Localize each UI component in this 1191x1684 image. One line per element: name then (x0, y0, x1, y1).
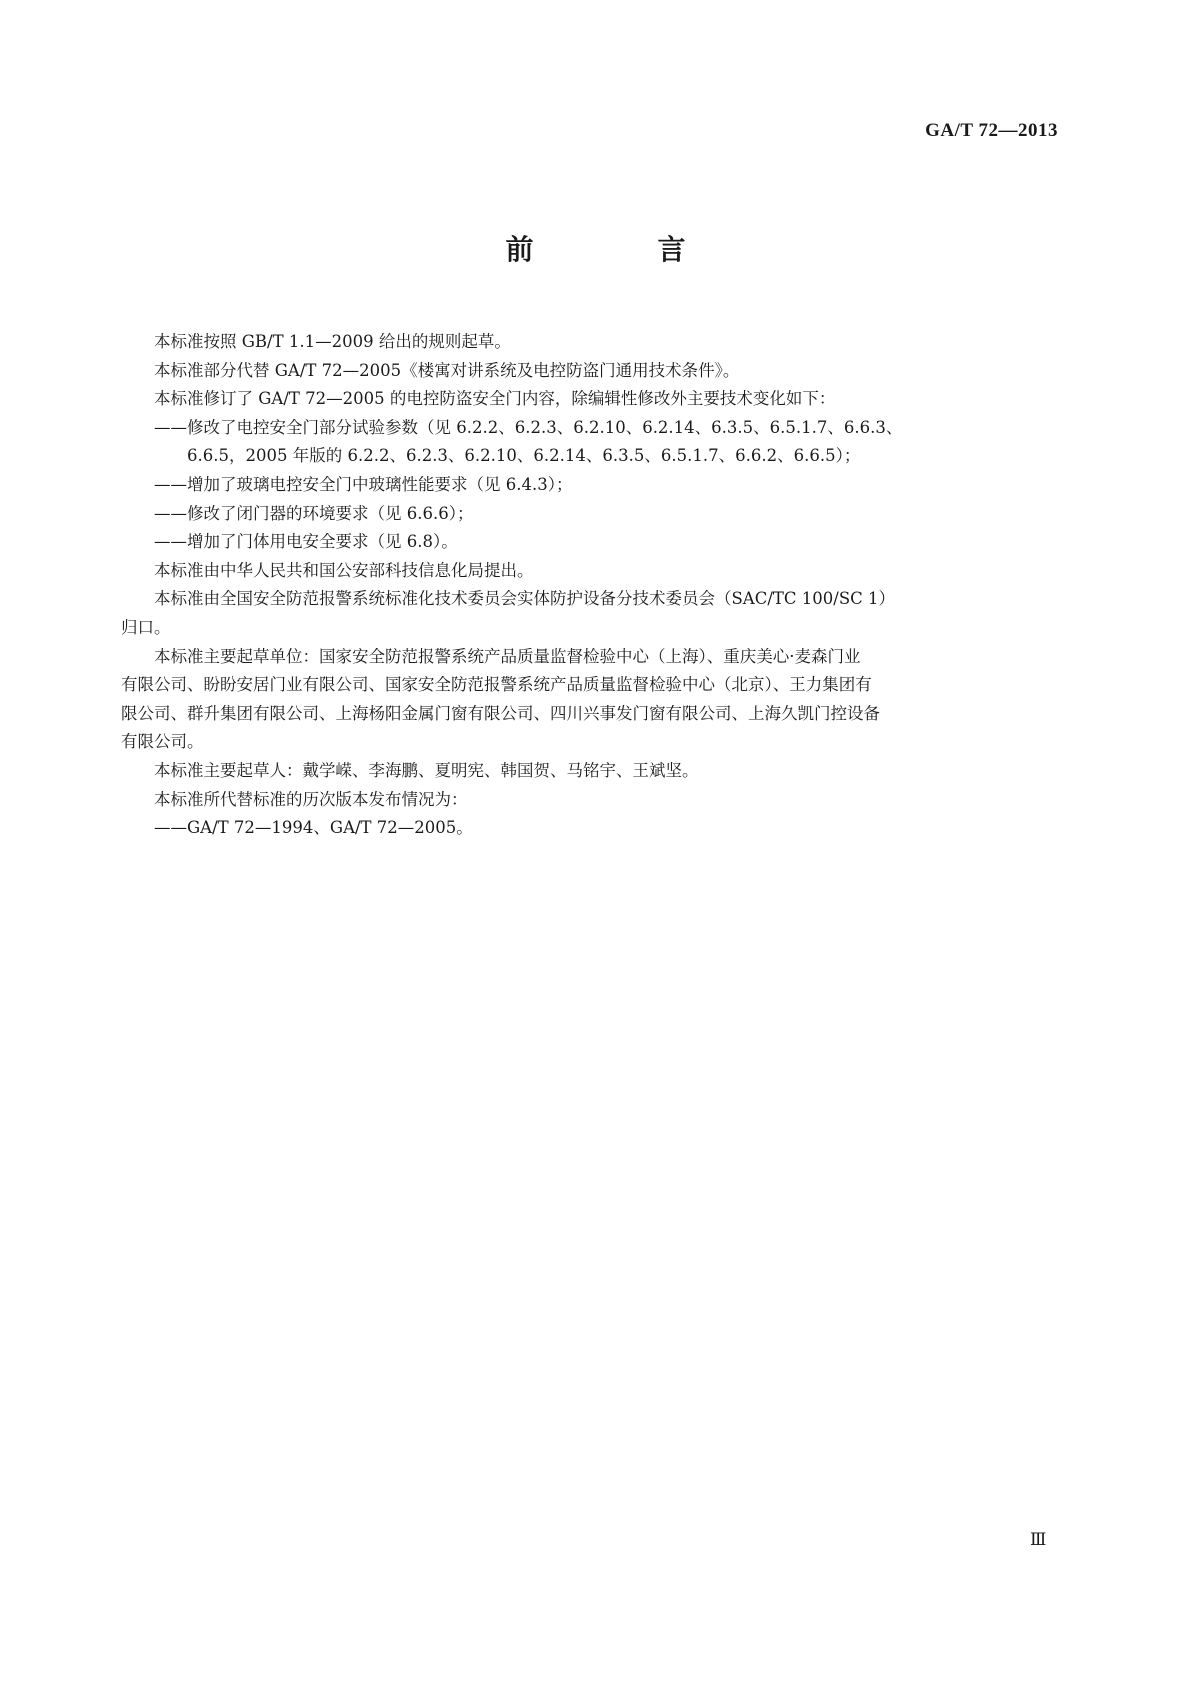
list-item-glass-requirements: ——增加了玻璃电控安全门中玻璃性能要求（见 6.4.3）； (154, 474, 573, 494)
list-item-door-closer: ——修改了闭门器的环境要求（见 6.6.6）； (154, 503, 474, 523)
paragraph-line: 本标准主要起草单位：国家安全防范报警系统产品质量监督检验中心（上海）、重庆美心·麦森门业 (154, 646, 861, 666)
paragraph-line: 有限公司。 (121, 732, 204, 752)
standard-code: GA/T 72—2013 (925, 120, 1058, 141)
paragraph-drafters: 本标准主要起草人：戴学嵘、李海鹏、夏明宪、韩国贺、马铭宇、王斌坚。 (154, 760, 699, 780)
paragraph-replacement: 本标准部分代替 GA/T 72—2005《楼寓对讲系统及电控防盗门通用技术条件》。 (154, 360, 740, 380)
page-title: 前 言 (505, 233, 734, 266)
paragraph-technical-committee (121, 585, 1061, 642)
paragraph-drafting-units (121, 643, 1061, 757)
paragraph-proposer: 本标准由中华人民共和国公安部科技信息化局提出。 (154, 560, 534, 580)
list-item-test-parameters-continued: 6.6.5，2005 年版的 6.2.2、6.2.3、6.2.10、6.2.14、6.3.5、6.5.1.7、6.6.2、6.6.5）； (187, 446, 861, 466)
list-item-electrical-safety: ——增加了门体用电安全要求（见 6.8）。 (154, 532, 458, 552)
paragraph-line: 限公司、群升集团有限公司、上海杨阳金属门窗有限公司、四川兴事发门窗有限公司、上海久凯门控设备 (121, 703, 880, 723)
paragraph-line: 本标准由全国安全防范报警系统标准化技术委员会实体防护设备分技术委员会（SAC/TC 100/SC 1） (154, 589, 896, 609)
document-body (121, 328, 1061, 843)
list-item-previous-versions: ——GA/T 72—1994、GA/T 72—2005。 (154, 818, 473, 838)
list-item-test-parameters: ——修改了电控安全门部分试验参数（见 6.2.2、6.2.3、6.2.10、6.2.14、6.3.5、6.5.1.7、6.6.3、 (154, 417, 903, 437)
paragraph-line: 有限公司、盼盼安居门业有限公司、国家安全防范报警系统产品质量监督检验中心（北京）、王力集团有 (121, 675, 872, 695)
paragraph-drafting-rules: 本标准按照 GB/T 1.1—2009 给出的规则起草。 (154, 332, 511, 351)
paragraph-version-history: 本标准所代替标准的历次版本发布情况为： (154, 789, 468, 809)
page-number: Ⅲ (1030, 1530, 1047, 1549)
paragraph-revision-summary: 本标准修订了 GA/T 72—2005 的电控防盗安全门内容，除编辑性修改外主要技术变化如下： (154, 389, 836, 409)
paragraph-line: 归口。 (121, 617, 171, 637)
